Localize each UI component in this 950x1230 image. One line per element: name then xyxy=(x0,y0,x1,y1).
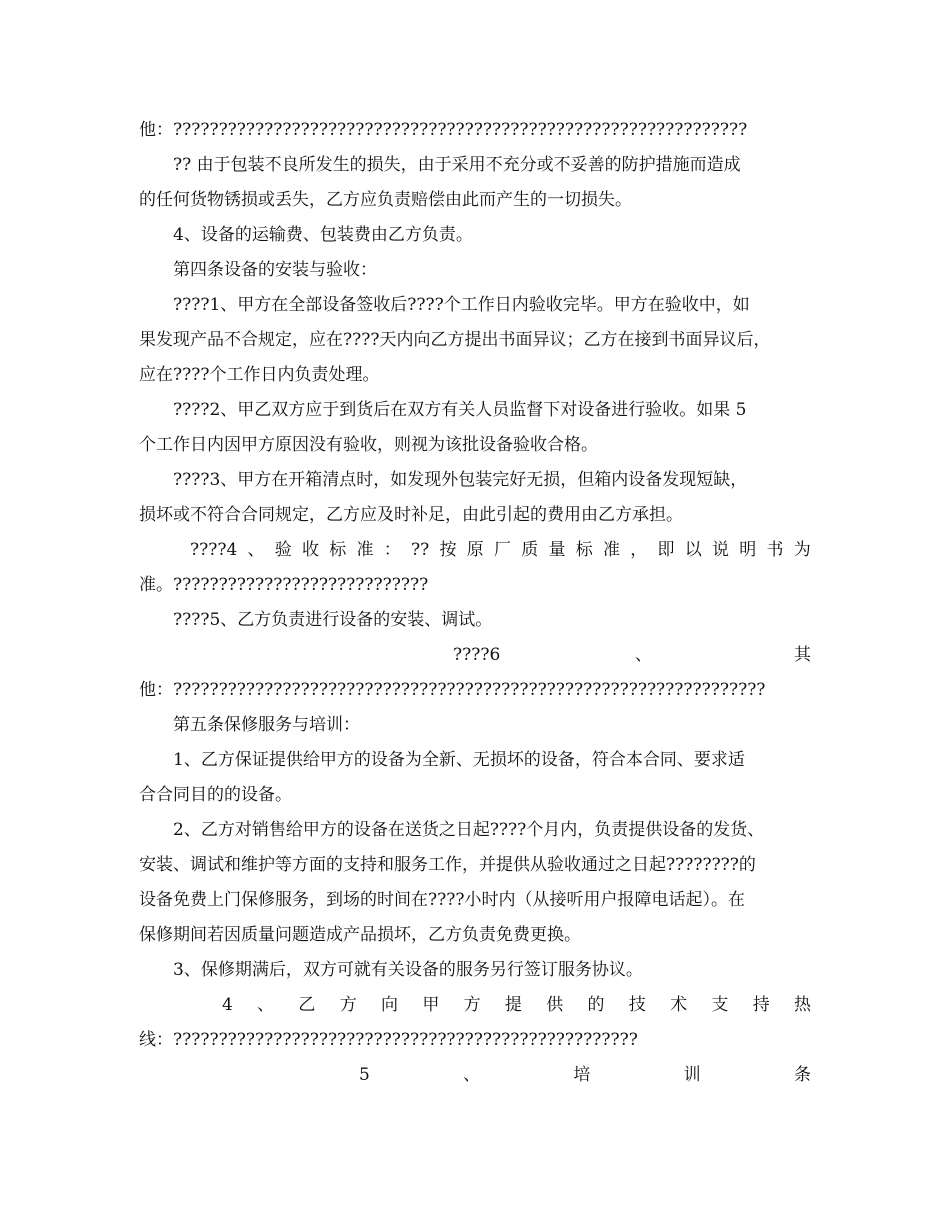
text-line: 3、保修期满后，双方可就有关设备的服务另行签订服务协议。 xyxy=(173,960,643,980)
text-fragment: 术 xyxy=(670,995,688,1015)
text-fragment: 标 xyxy=(329,540,347,560)
article-heading: 第四条设备的安装与验收： xyxy=(173,260,377,280)
text-fragment: 准 xyxy=(356,540,374,560)
text-fragment: ： xyxy=(383,540,401,560)
text-fragment: 说 xyxy=(712,540,730,560)
text-line: 他：??????????????????????????????????????????????????????????????? xyxy=(139,120,748,140)
text-fragment: 质 xyxy=(521,540,539,560)
text-line: 他：????????????????????????????????????????????????????????????????? xyxy=(139,680,766,700)
text-line: 4、设备的运输费、包装费由乙方负责。 xyxy=(173,225,473,245)
text-line: ?? 由于包装不良所发生的损失，由于采用不充分或不妥善的防护措施而造成 xyxy=(173,155,741,175)
text-line: 的任何货物锈损或丢失，乙方应负责赔偿由此而产生的一切损失。 xyxy=(139,190,632,210)
text-line: 线：??????????????????????????????????????????????????? xyxy=(139,1030,638,1050)
text-line-justified xyxy=(190,535,811,565)
text-line: 安装、调试和维护等方面的支持和服务工作，并提供从验收通过之日起????????的 xyxy=(139,855,756,875)
text-fragment: 支 xyxy=(711,995,729,1015)
text-line: ????5、乙方负责进行设备的安装、调试。 xyxy=(173,610,493,630)
text-fragment: 训 xyxy=(683,1065,701,1085)
text-fragment: 5 xyxy=(359,1065,370,1085)
text-line: 设备免费上门保修服务，到场的时间在????小时内（从接听用户报障电话起）。在 xyxy=(139,890,745,910)
text-fragment: 4 xyxy=(222,995,233,1015)
text-fragment: 明 xyxy=(739,540,757,560)
text-fragment: 、 xyxy=(463,1065,481,1085)
text-line: 个工作日内因甲方原因没有验收，则视为该批设备验收合格。 xyxy=(139,435,598,455)
text-fragment: 提 xyxy=(504,995,522,1015)
text-fragment: 的 xyxy=(587,995,605,1015)
text-fragment: 供 xyxy=(546,995,564,1015)
text-fragment: 厂 xyxy=(494,540,512,560)
text-line: 2、乙方对销售给甲方的设备在送货之日起????个月内，负责提供设备的发货、 xyxy=(173,820,765,840)
text-fragment: 准 xyxy=(603,540,621,560)
text-fragment: 乙 xyxy=(298,995,316,1015)
text-fragment: 量 xyxy=(548,540,566,560)
text-line: 合合同目的的设备。 xyxy=(139,785,292,805)
article-heading: 第五条保修服务与培训： xyxy=(173,715,360,735)
text-fragment: 甲 xyxy=(422,995,440,1015)
text-line: 保修期间若因质量问题造成产品损坏，乙方负责免费更换。 xyxy=(139,925,581,945)
text-line: 损坏或不符合合同规定，乙方应及时补足，由此引起的费用由乙方承担。 xyxy=(139,505,683,525)
text-fragment: 、 xyxy=(257,995,275,1015)
text-fragment: ?? xyxy=(411,540,430,560)
text-fragment: 热 xyxy=(793,995,811,1015)
text-fragment: 条 xyxy=(793,1065,811,1085)
text-fragment: 按 xyxy=(439,540,457,560)
text-fragment: 技 xyxy=(628,995,646,1015)
text-fragment: 收 xyxy=(302,540,320,560)
text-line: 应在????个工作日内负责处理。 xyxy=(139,365,380,385)
text-fragment: 其 xyxy=(794,645,811,665)
text-line: 果发现产品不合规定，应在????天内向乙方提出书面异议；乙方在接到书面异议后， xyxy=(139,330,771,350)
text-fragment: ， xyxy=(630,540,648,560)
text-line: 1、乙方保证提供给甲方的设备为全新、无损坏的设备，符合本合同、要求适 xyxy=(173,750,745,770)
text-fragment: 即 xyxy=(657,540,675,560)
text-fragment: 持 xyxy=(752,995,770,1015)
text-fragment: 、 xyxy=(247,540,265,560)
text-fragment: 书 xyxy=(766,540,784,560)
text-line: ????2、甲乙双方应于到货后在双方有关人员监督下对设备进行验收。如果 5 xyxy=(173,400,747,420)
text-fragment: 培 xyxy=(573,1065,591,1085)
text-fragment: 原 xyxy=(466,540,484,560)
text-fragment: 验 xyxy=(274,540,292,560)
text-fragment: ????6 xyxy=(453,645,501,665)
text-fragment: 、 xyxy=(635,645,652,665)
text-line: ????1、甲方在全部设备签收后????个工作日内验收完毕。甲方在验收中，如 xyxy=(173,295,750,315)
text-fragment: ????4 xyxy=(190,540,238,560)
text-fragment: 标 xyxy=(575,540,593,560)
text-line-justified xyxy=(359,1060,811,1090)
text-fragment: 方 xyxy=(339,995,357,1015)
text-line-justified xyxy=(453,640,811,670)
text-fragment: 方 xyxy=(463,995,481,1015)
text-line: 准。???????????????????????????? xyxy=(139,575,429,595)
text-line-justified xyxy=(222,990,811,1020)
text-fragment: 向 xyxy=(381,995,399,1015)
text-fragment: 为 xyxy=(793,540,811,560)
text-line: ????3、甲方在开箱清点时，如发现外包装完好无损，但箱内设备发现短缺， xyxy=(173,470,748,490)
text-fragment: 以 xyxy=(684,540,702,560)
